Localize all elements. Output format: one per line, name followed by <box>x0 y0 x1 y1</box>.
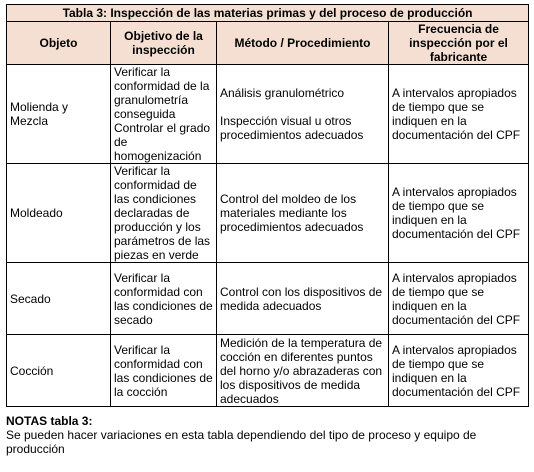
document <box>6 4 528 407</box>
cell-objeto: Cocción <box>7 335 111 407</box>
cell-objeto: Secado <box>7 263 111 335</box>
inspection-table <box>6 4 529 407</box>
table-row <box>7 65 529 164</box>
cell-objetivo: Verificar la conformidad con las condiciones de la cocción <box>111 335 217 407</box>
cell-metodo: Control con los dispositivos de medida adecuados <box>217 263 389 335</box>
cell-objetivo: Verificar la conformidad de las condiciones declaradas de producción y los parámetros de las piezas en verde <box>111 164 217 263</box>
header-objeto: Objeto <box>7 22 111 65</box>
cell-objetivo <box>111 65 217 164</box>
header-metodo: Método / Procedimiento <box>217 22 389 65</box>
header-objetivo: Objetivo de la inspección <box>111 22 217 65</box>
cell-frecuencia: A intervalos apropiados de tiempo que se indiquen en la documentación del CPF <box>389 164 529 263</box>
cell-objetivo-part: Controlar el grado de homogenización <box>114 121 211 163</box>
table-caption: Tabla 3: Inspección de las materias primas y del proceso de producción <box>7 5 529 22</box>
cell-metodo-part: Inspección visual u otros procedimientos adecuados <box>220 114 364 142</box>
cell-objeto: Moldeado <box>7 164 111 263</box>
cell-objeto: Molienda y Mezcla <box>7 65 111 164</box>
cell-metodo-part: Análisis granulométrico <box>220 86 345 100</box>
table-row <box>7 263 529 335</box>
table-row <box>7 164 529 263</box>
cell-objetivo-part: Verificar la conformidad de la granulometría conseguida <box>114 65 210 121</box>
cell-frecuencia: A intervalos apropiados de tiempo que se indiquen en la documentación del CPF <box>389 263 529 335</box>
cell-metodo: Control del moldeo de los materiales mediante los procedimientos adecuados <box>217 164 389 263</box>
cell-objetivo: Verificar la conformidad con las condiciones de secado <box>111 263 217 335</box>
table-caption-row <box>7 5 529 22</box>
table-header-row <box>7 22 529 65</box>
table-row <box>7 335 529 407</box>
cell-metodo <box>217 65 389 164</box>
notes-title: NOTAS tabla 3: <box>6 414 93 428</box>
notes-section <box>6 414 528 456</box>
cell-frecuencia: A intervalos apropiados de tiempo que se indiquen en la documentación del CPF <box>389 335 529 407</box>
notes-text: Se pueden hacer variaciones en esta tabla dependiendo del tipo de proceso y equipo de producción <box>6 428 477 456</box>
cell-metodo: Medición de la temperatura de cocción en diferentes puntos del horno y/o abrazaderas con los dispositivos de medida adecuados <box>217 335 389 407</box>
header-frecuencia: Frecuencia de inspección por el fabricante <box>389 22 529 65</box>
cell-frecuencia: A intervalos apropiados de tiempo que se indiquen en la documentación del CPF <box>389 65 529 164</box>
